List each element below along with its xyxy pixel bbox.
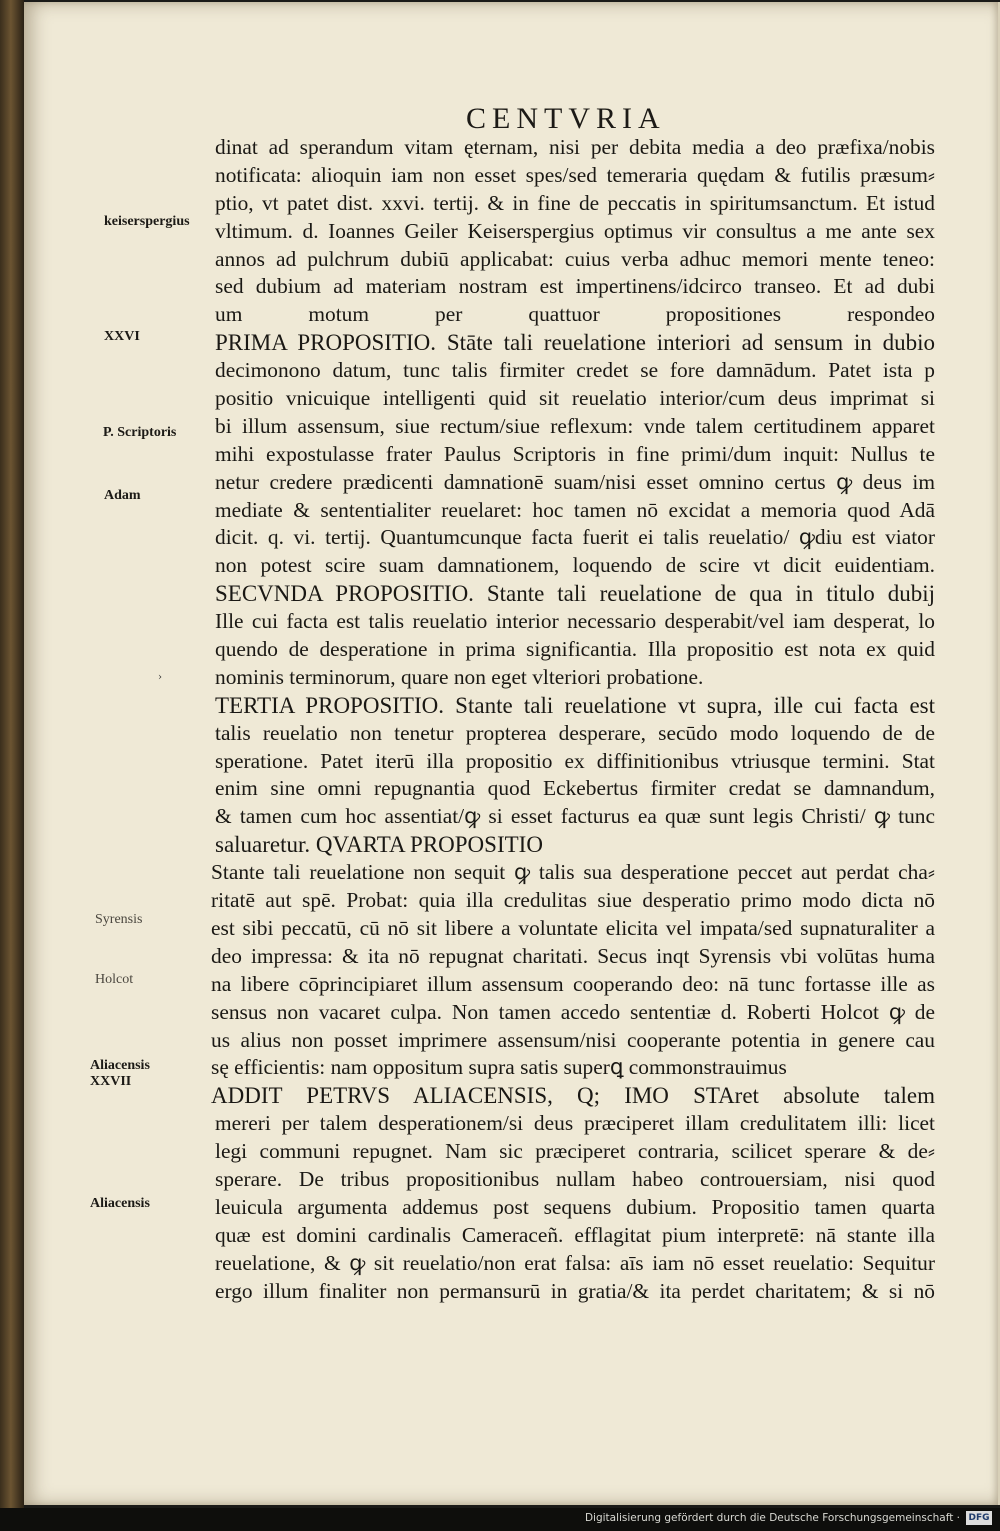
text-heading-line: TERTIA PROPOSITIO. Stante tali reuelatione vt supra, ille cui facta est: [215, 692, 935, 718]
text-line: mereri per talem desperationem/si deus præciperet illam credulitatem illi: licet: [215, 1111, 935, 1136]
text-line: bi illum assensum, siue rectum/siue reflexum: vnde talem certitudinem apparet: [215, 413, 935, 438]
text-line: quæ est domini cardinalis Cameraceñ. efflagitat pium interpretē: nā stante illa: [215, 1222, 935, 1247]
text-line: Stante tali reuelatione non sequit ꝙ talis sua desperatione peccet aut perdat cha⸗: [211, 860, 935, 885]
running-head: CENTVRIA: [466, 102, 666, 135]
text-line: sperare. De tribus propositionibus nullam habeo controuersiam, nisi quod: [215, 1166, 935, 1191]
text-line: & tamen cum hoc assentiat/ꝙ si esset facturus ea quæ sunt legis Christi/ ꝙ tunc: [215, 804, 935, 829]
text-line: decimonono datum, tunc talis firmiter credet se fore damnādum. Patet ista p: [215, 358, 935, 383]
text-line: est sibi peccatū, cū nō sit libere a voluntate elicita vel impata/sed supnaturaliter a: [211, 915, 935, 940]
text-line: mediate & sententialiter reuelaret: hoc tamen nō excidat a memoria quod Adā: [215, 497, 935, 522]
text-line: positio vnicuique intelligenti quid sit reuelatio interior/cum deus imprimat si: [215, 386, 935, 411]
text-line: leuicula argumenta addemus post sequens dubium. Propositio tamen quarta: [215, 1194, 935, 1219]
text-heading-line: ADDIT PETRVS ALIACENSIS, Q; IMO STAret absolute talem: [211, 1083, 935, 1109]
text-line: speratione. Patet iterū illa propositio ex diffinitionibus vtriusque termini. Stat: [215, 748, 935, 773]
text-line: sę efficientis: nam oppositum supra satis superꝗ commonstrauimus: [211, 1055, 787, 1080]
text-line: notificata: alioquin iam non esset spes/sed temeraria quędam & futilis præsum⸗: [215, 162, 935, 187]
text-line: dicit. q. vi. tertij. Quantumcunque facta fuerit ei talis reuelatio/ ꝙdiu est viator: [215, 525, 935, 550]
text-line: sed dubium ad materiam nostram est impertinens/idcirco transeo. Et ad dubi: [215, 274, 935, 299]
main-text-block: [211, 134, 935, 1305]
margin-note-keiserspergius: keiserspergius: [104, 214, 190, 229]
margin-note-scriptoris: P. Scriptoris: [103, 425, 177, 440]
text-line: deo impressa: & ita nō repugnat charitati. Secus inqt Syrensis vbi volūtas huma: [211, 943, 935, 968]
text-line: vltimum. d. Ioannes Geiler Keiserspergius optimus vir consultus a me ante sex: [215, 218, 935, 243]
text-line: reuelatione, & ꝙ sit reuelatio/non erat falsa: aīs iam nō esset reuelatio: Sequitur: [215, 1250, 935, 1275]
margin-note-syrensis: Syrensis: [95, 912, 143, 927]
text-line: non potest scire suam damnationem, loquendo de scire vt dicit euidentiam.: [215, 553, 935, 578]
text-line: ritatē aut spē. Probat: quia illa credulitas siue desperatio primo modo dicta nō: [211, 888, 935, 913]
text-line: quendo de desperatione in prima significantia. Illa propositio est nota ex quid: [215, 637, 935, 662]
text-line: enim sine omni repugnantia quod Eckebertus firmiter credat se damnandum,: [215, 776, 935, 801]
book-spine: [0, 0, 24, 1508]
text-line: nominis terminorum, quare non eget vlteriori probatione.: [215, 664, 704, 689]
margin-note-xxvi: XXVI: [104, 329, 140, 344]
text-line: ptio, vt patet dist. xxvi. tertij. & in fine de peccatis in spiritumsanctum. Et istud: [215, 190, 935, 215]
text-line: ergo illum finaliter non permansurū in gratia/& ita perdet charitatem; & si nō: [215, 1278, 935, 1303]
text-line: mihi expostulasse frater Paulus Scriptoris in fine primi/dum inquit: Nullus te: [215, 441, 935, 466]
text-heading-line: SECVNDA PROPOSITIO. Stante tali reuelatione de qua in titulo dubij: [215, 581, 935, 607]
dfg-logo: DFG: [966, 1511, 992, 1525]
text-line: sensus non vacaret culpa. Non tamen accedo sententiæ d. Roberti Holcot ꝙ de: [211, 999, 935, 1024]
text-line: dinat ad sperandum vitam ęternam, nisi per debita media a deo præfixa/nobis: [215, 135, 935, 159]
text-heading-line: PRIMA PROPOSITIO. Stāte tali reuelatione interiori ad sensum in dubio: [215, 330, 935, 356]
margin-note-aliacensis-1: Aliacensis: [90, 1058, 150, 1073]
footer-credit: Digitalisierung gefördert durch die Deutsche Forschungsgemeinschaft ·: [584, 1512, 960, 1524]
margin-note-adam: Adam: [104, 488, 141, 503]
text-line: legi communi repugnet. Nam sic præciperet contraria, scilicet sperare & de⸗: [215, 1139, 935, 1164]
text-line: um motum per quattuor propositiones respondeo: [215, 302, 935, 327]
margin-note-aliacensis-2: Aliacensis: [90, 1196, 150, 1211]
text-line: us alius non posset imprimere assensum/nisi cooperante potentia in genere cau: [211, 1027, 935, 1052]
text-line: annos ad pulchrum dubiū applicabat: cuius verba adhuc memori mente teneo:: [215, 246, 935, 271]
text-heading-line: saluaretur. QVARTA PROPOSITIO: [215, 832, 543, 858]
text-line: na libere cōprincipiaret illum assensum cooperando deo: nā tunc fortasse ille as: [211, 971, 935, 996]
text-line: talis reuelatio non tenetur propterea desperare, secūdo modo loquendo de de: [215, 720, 935, 745]
margin-note-xxvii: XXVII: [90, 1074, 132, 1089]
text-line: Ille cui facta est talis reuelatio interior necessario desperabit/vel iam desperat, lo: [215, 609, 935, 634]
margin-note-holcot: Holcot: [95, 972, 134, 987]
margin-mark: ›: [158, 672, 162, 683]
text-line: netur credere prædicenti damnationē suam/nisi esset omnino certus ꝙ deus im: [215, 469, 935, 494]
